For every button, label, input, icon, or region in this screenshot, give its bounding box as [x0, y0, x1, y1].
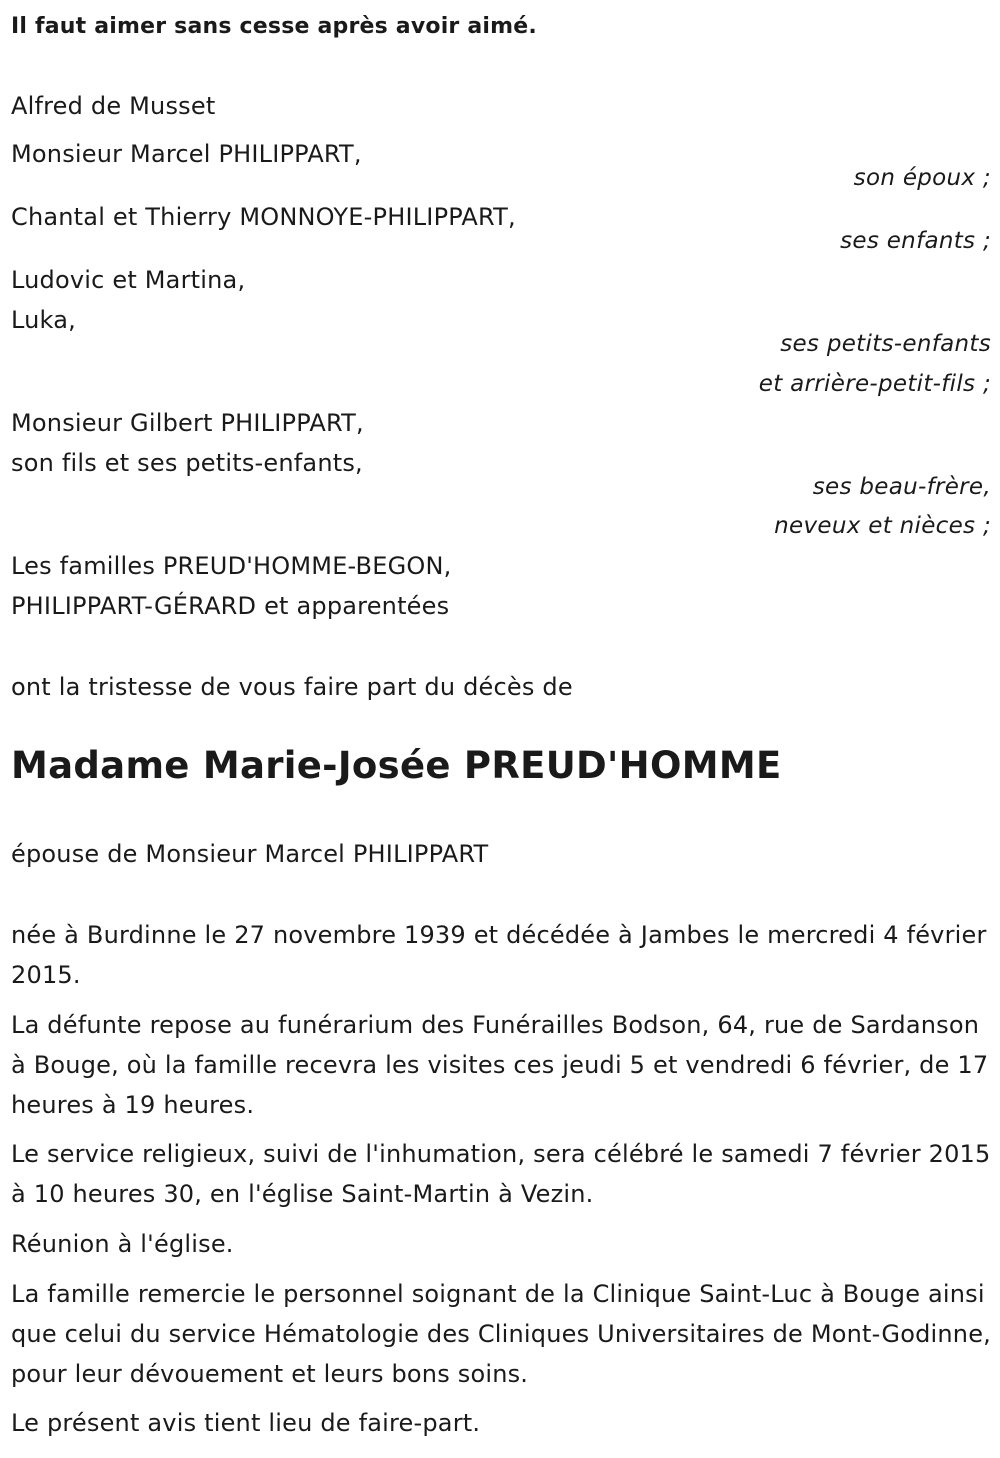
announcement: ont la tristesse de vous faire part du décès de — [11, 673, 573, 701]
quote-author: Alfred de Musset — [11, 92, 216, 120]
family-name-line: Monsieur Gilbert PHILIPPART, — [11, 409, 364, 437]
family-relation: ses beau-frère, — [812, 474, 991, 500]
family-relation: neveux et nièces ; — [774, 513, 991, 539]
family-name-line: Luka, — [11, 306, 76, 334]
family-relation: son époux ; — [853, 165, 991, 191]
family-relation: ses petits-enfants — [780, 331, 991, 357]
family-name-line: PHILIPPART-GÉRARD et apparentées — [11, 592, 450, 620]
funerarium-paragraph: La défunte repose au funérarium des Funérailles Bodson, 64, rue de Sardanson à Bouge, où la famille recevra les visites ces jeudi 5 et vendredi 6 février, de 17 heures à 19 heures. — [11, 1011, 989, 1119]
family-name-line: Les familles PREUD'HOMME-BEGON, — [11, 552, 452, 580]
deceased-name: Madame Marie-Josée PREUD'HOMME — [11, 744, 782, 787]
birth-death-paragraph: née à Burdinne le 27 novembre 1939 et décédée à Jambes le mercredi 4 février 2015. — [11, 921, 987, 989]
service-paragraph: Le service religieux, suivi de l'inhumation, sera célébré le samedi 7 février 2015 à 10 heures 30, en l'église Saint-Martin à Vezin. — [11, 1140, 991, 1208]
family-relation: et arrière-petit-fils ; — [758, 371, 991, 397]
family-name-line: Chantal et Thierry MONNOYE-PHILIPPART, — [11, 203, 516, 231]
notice-paragraph: Le présent avis tient lieu de faire-part. — [11, 1409, 481, 1437]
deceased-spouse: épouse de Monsieur Marcel PHILIPPART — [11, 840, 489, 868]
family-relation: ses enfants ; — [840, 228, 991, 254]
family-name-line: Monsieur Marcel PHILIPPART, — [11, 140, 362, 168]
quote-text: Il faut aimer sans cesse après avoir aimé. — [11, 14, 537, 39]
family-name-line: Ludovic et Martina, — [11, 266, 246, 294]
thanks-paragraph: La famille remercie le personnel soignant de la Clinique Saint-Luc à Bouge ainsi que celui du service Hématologie des Cliniques Universitaires de Mont-Godinne, pour leur dévouement et leurs bons soins. — [11, 1280, 991, 1388]
family-name-line: son fils et ses petits-enfants, — [11, 449, 363, 477]
reunion-paragraph: Réunion à l'église. — [11, 1230, 234, 1258]
